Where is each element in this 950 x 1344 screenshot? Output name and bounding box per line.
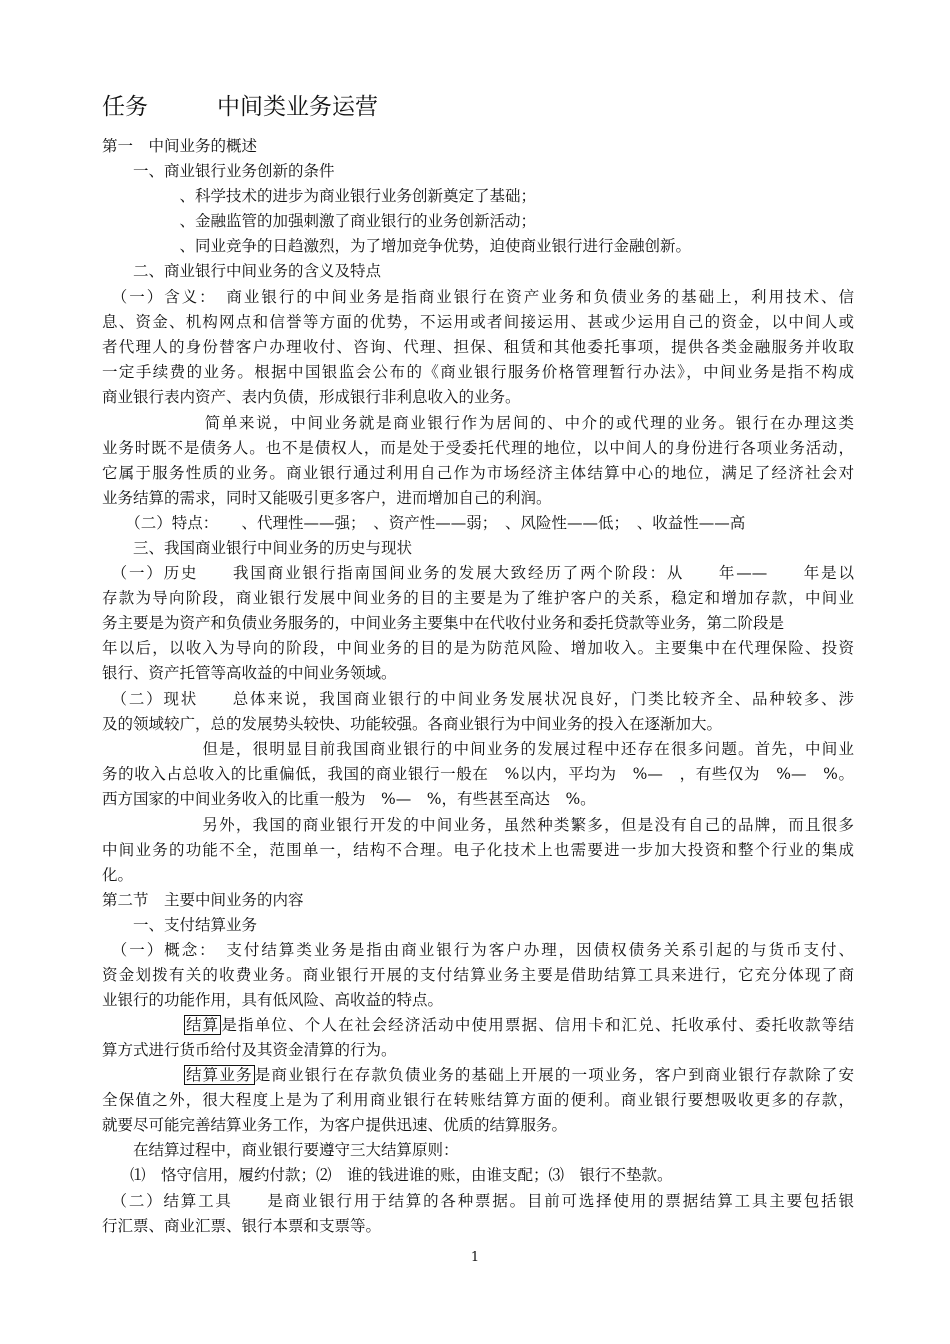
text-line: 一定手续费的业务。根据中国银监会公布的《商业银行服务价格管理暂行办法》，中间业务是指不构成	[102, 363, 854, 381]
text-line: 中间业务的功能不全，范围单一，结构不合理。电子化技术上也需要进一步加大投资和整个行业的集成	[102, 841, 854, 859]
text-line: 业银行的功能作用，具有低风险、高收益的特点。	[102, 991, 444, 1009]
text-line: 年以后，以收入为导向的阶段，中间业务的目的是为防范风险、增加收入。主要集中在代理保险、投资	[102, 639, 854, 657]
text-line: 但是，很明显目前我国商业银行的中间业务的发展过程中还存在很多问题。首先，中间业	[102, 740, 854, 758]
text-line: 者代理人的身份替客户办理收付、咨询、代理、担保、租赁和其他委托事项，提供各类金融服务并收取	[102, 338, 854, 356]
text-line: （二）结算工具 是商业银行用于结算的各种票据。目前可选择使用的票据结算工具主要包括银	[102, 1192, 854, 1210]
text-line: 另外，我国的商业银行开发的中间业务，虽然种类繁多，但是没有自己的品牌，而且很多	[102, 816, 854, 834]
subsection-heading: 一、支付结算业务	[102, 916, 258, 934]
text-line: 结算业务 是商业银行在存款负债业务的基础上开展的一项业务，客户到商业银行存款除了安	[186, 1066, 854, 1084]
text-line: ⑴ 恪守信用，履约付款；⑵ 谁的钱进谁的账，由谁支配；⑶ 银行不垫款。	[130, 1166, 673, 1184]
text-line: （一）含义： 商业银行的中间业务是指商业银行在资产业务和负债业务的基础上，利用技术、信	[102, 288, 854, 306]
subsection-heading: 二、商业银行中间业务的含义及特点	[102, 262, 382, 280]
page-number: 1	[470, 1250, 480, 1265]
text-line: 行汇票、商业汇票、银行本票和支票等。	[102, 1217, 382, 1235]
text-line: 结算 是指单位、个人在社会经济活动中使用票据、信用卡和汇兑、托收承付、委托收款等结	[186, 1016, 854, 1034]
page-title: 任务 中间类业务运营	[102, 94, 378, 120]
subsection-heading: 一、商业银行业务创新的条件	[102, 162, 335, 180]
text-line: 在结算过程中，商业银行要遵守三大结算原则：	[102, 1141, 459, 1159]
text-line: 、金融监管的加强刺激了商业银行的业务创新活动；	[102, 212, 537, 230]
text-line: 业务结算的需求，同时又能吸引更多客户，进而增加自己的利润。	[102, 489, 552, 507]
section-heading: 第二节 主要中间业务的内容	[102, 891, 304, 909]
text-line: 及的领域较广，总的发展势头较快、功能较强。各商业银行为中间业务的投入在逐渐加大。	[102, 715, 723, 733]
text-line: 银行、资产托管等高收益的中间业务领域。	[102, 664, 397, 682]
text-line: 务的收入占总收入的比重偏低，我国的商业银行一般在 %以内，平均为 %— ，有些仅为 %— %。	[102, 765, 854, 783]
text-line: 务主要是为资产和负债业务服务的，中间业务主要集中在代收付业务和委托贷款等业务，第二阶段是	[102, 614, 785, 632]
text-line: （一）概念： 支付结算类业务是指由商业银行为客户办理，因债权债务关系引起的与货币支付、	[102, 941, 854, 959]
boxed-term-settlement-business: 结算业务	[186, 1066, 253, 1084]
text-line: （二）现状 总体来说，我国商业银行的中间业务发展状况良好，门类比较齐全、品种较多、涉	[102, 690, 854, 708]
text-line: 资金划拨有关的收费业务。商业银行开展的支付结算业务主要是借助结算工具来进行，它充分体现了商	[102, 966, 854, 984]
text-line: 商业银行表内资产、表内负债，形成银行非利息收入的业务。	[102, 388, 521, 406]
text-line: 西方国家的中间业务收入的比重一般为 %— %，有些甚至高达 %。	[102, 790, 596, 808]
text-line: 业务时既不是债务人。也不是债权人，而是处于受委托代理的地位，以中间人的身份进行各项业务活动，	[102, 439, 854, 457]
text-line: 全保值之外，很大程度上是为了利用商业银行在转账结算方面的便利。商业银行要想吸收更多的存款，	[102, 1091, 854, 1109]
text-line: 、同业竞争的日趋激烈，为了增加竞争优势，迫使商业银行进行金融创新。	[102, 237, 692, 255]
text-line: 息、资金、机构网点和信誉等方面的优势，不运用或者间接运用、甚或少运用自己的资金，以中间人或	[102, 313, 854, 331]
text-line: 化。	[102, 866, 134, 884]
boxed-term-settlement: 结算	[186, 1016, 220, 1034]
text-line: 存款为导向阶段，商业银行发展中间业务的目的主要是为了维护客户的关系，稳定和增加存款，中间业	[102, 589, 854, 607]
text-line: 算方式进行货币给付及其资金清算的行为。	[102, 1041, 397, 1059]
text-line: 、科学技术的进步为商业银行业务创新奠定了基础；	[102, 187, 537, 205]
section-heading: 第一 中间业务的概述	[102, 137, 258, 155]
text-line: 它属于服务性质的业务。商业银行通过利用自己作为市场经济主体结算中心的地位，满足了经济社会对	[102, 464, 854, 482]
text-line: （一）历史 我国商业银行指南国间业务的发展大致经历了两个阶段：从 年—— 年是以	[102, 564, 854, 582]
text-line: 就要尽可能完善结算业务工作，为客户提供迅速、优质的结算服务。	[102, 1116, 568, 1134]
subsection-heading: 三、我国商业银行中间业务的历史与现状	[102, 539, 413, 557]
text-line: （二）特点： 、代理性——强； 、资产性——弱； 、风险性——低； 、收益性——高	[102, 514, 746, 532]
text-line: 简单来说，中间业务就是商业银行作为居间的、中介的或代理的业务。银行在办理这类	[102, 414, 854, 432]
